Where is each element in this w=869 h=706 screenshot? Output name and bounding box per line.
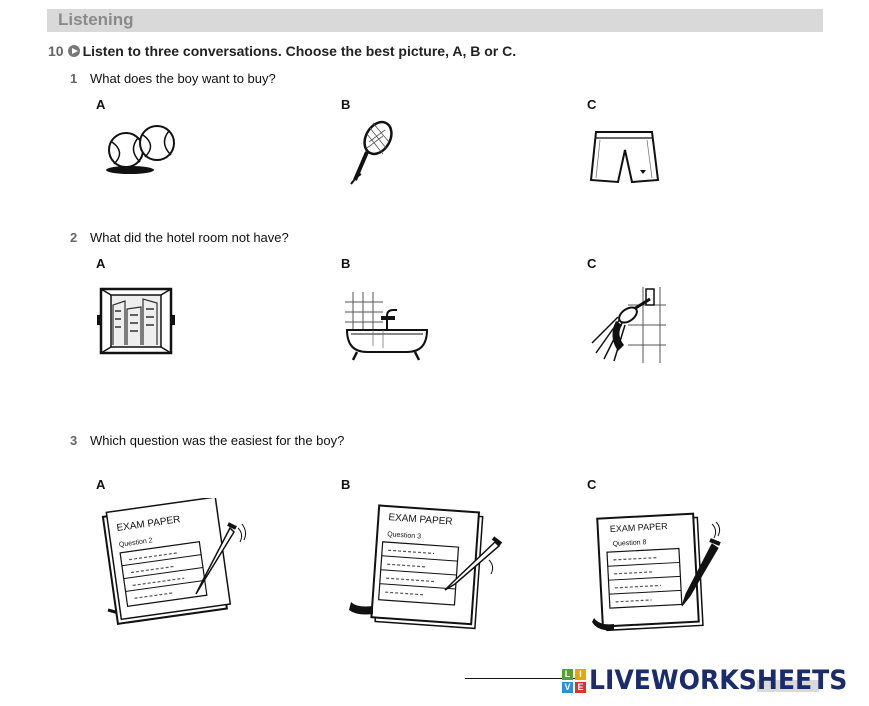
exam-paper-icon: [590, 510, 730, 635]
exam-paper-heading: EXAM PAPER: [609, 521, 668, 535]
instruction-text: Listen to three conversations. Choose the best picture, A, B or C.: [82, 43, 517, 59]
question-text: What does the boy want to buy?: [90, 71, 276, 86]
exam-paper-icon: [343, 502, 503, 637]
option-label-3a[interactable]: A: [96, 477, 106, 492]
option-label-2c[interactable]: C: [587, 256, 597, 271]
exam-paper-picture-b[interactable]: [343, 502, 503, 637]
logo-letter-e: E: [575, 682, 586, 693]
section-banner: [47, 9, 823, 32]
logo-letter-v: V: [562, 682, 573, 693]
exam-paper-question: Question 2: [118, 537, 154, 549]
window-icon: [97, 285, 175, 357]
shower-icon: [588, 285, 668, 365]
option-label-1b[interactable]: B: [341, 97, 351, 112]
option-label-2a[interactable]: A: [96, 256, 106, 271]
exam-paper-question: Question 3: [386, 531, 422, 541]
shower-picture[interactable]: [588, 285, 668, 365]
liveworksheets-logo[interactable]: [562, 665, 867, 696]
option-label-1c[interactable]: C: [587, 97, 597, 112]
option-label-3b[interactable]: B: [341, 477, 351, 492]
logo-text: LIVEWORKSHEETS: [589, 665, 848, 696]
question-number: 1: [70, 71, 78, 86]
tennis-racket-icon: [345, 118, 397, 188]
bathtub-icon: [343, 290, 433, 362]
shorts-picture[interactable]: [588, 128, 660, 186]
exam-paper-picture-a[interactable]: [100, 498, 250, 628]
exercise-instruction: [48, 43, 516, 59]
question-number: 2: [70, 230, 78, 245]
option-label-1a[interactable]: A: [96, 97, 106, 112]
option-label-2b[interactable]: B: [341, 256, 351, 271]
window-picture[interactable]: [97, 285, 175, 357]
exam-paper-heading: EXAM PAPER: [115, 514, 182, 535]
question-number: 3: [70, 433, 78, 448]
question-3: [70, 433, 344, 448]
logo-blocks-icon: [562, 669, 586, 693]
shorts-icon: [588, 128, 660, 186]
exam-paper-picture-c[interactable]: [590, 510, 730, 635]
exam-paper-question: Question 8: [612, 539, 647, 548]
tennis-balls-icon: [100, 118, 180, 178]
exam-paper-icon: [100, 498, 250, 628]
question-2: [70, 230, 289, 245]
section-title: Listening: [58, 10, 134, 29]
question-1: [70, 71, 276, 86]
question-text: Which question was the easiest for the boy?: [90, 433, 345, 448]
bathtub-picture[interactable]: [343, 290, 433, 362]
exam-paper-heading: EXAM PAPER: [387, 512, 453, 528]
exercise-number: 10: [48, 43, 64, 59]
audio-play-icon[interactable]: [68, 45, 80, 57]
tennis-balls-picture[interactable]: [100, 118, 180, 178]
tennis-racket-picture[interactable]: [345, 118, 397, 188]
question-text: What did the hotel room not have?: [90, 230, 289, 245]
option-label-3c[interactable]: C: [587, 477, 597, 492]
logo-letter-l: L: [562, 669, 573, 680]
logo-letter-i: I: [575, 669, 586, 680]
